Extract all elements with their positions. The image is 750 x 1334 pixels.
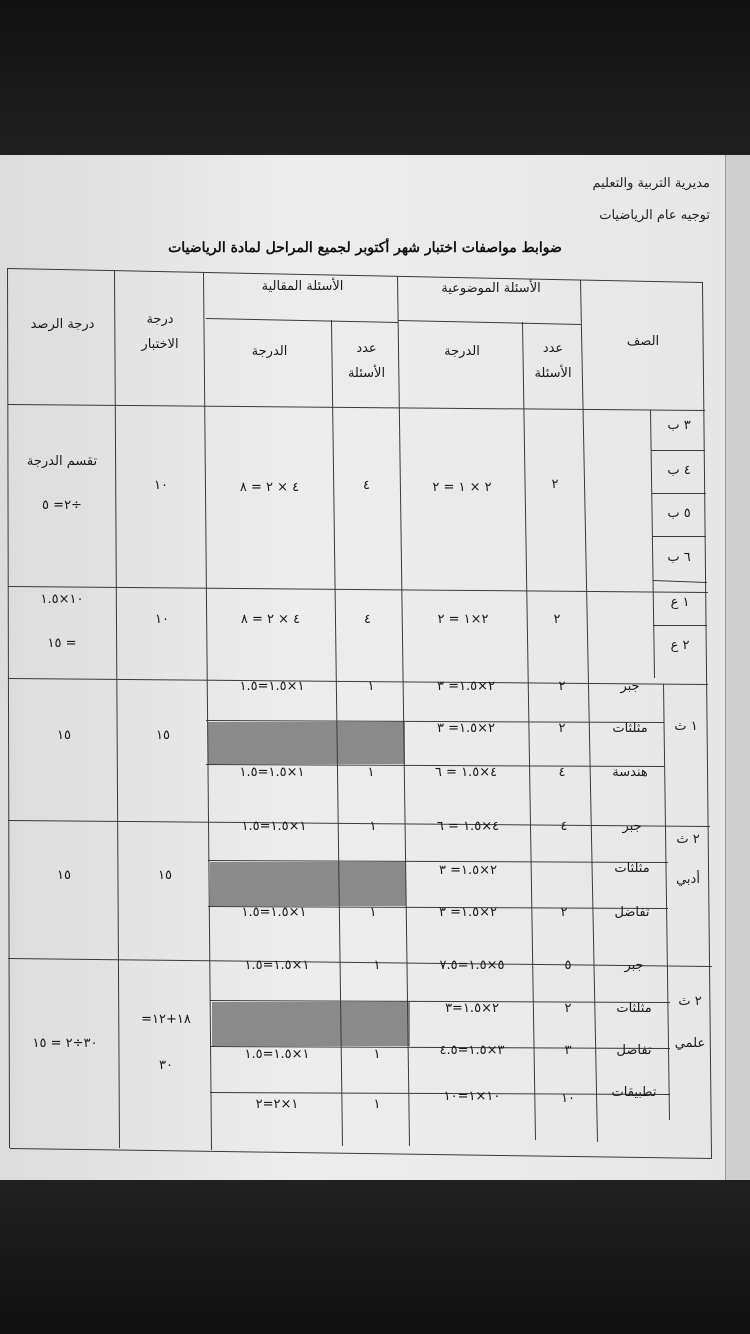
record-score: ÷٢= ٥: [42, 497, 82, 513]
grade-label: ٤ ب: [667, 462, 691, 478]
obj-count: ١٠: [561, 1090, 575, 1106]
obj-score: ٢ × ١ = ٢: [432, 479, 492, 495]
grade-label: ٢ ث: [676, 831, 700, 847]
obj-score: ٢×١.٥=٣: [445, 1000, 499, 1016]
header-ess-score: الدرجة: [251, 343, 288, 359]
page-title: ضوابط مواصفات اختبار شهر أكتوبر لجميع المراحل لمادة الرياضيات: [168, 240, 562, 256]
ess-count: ١: [369, 818, 377, 834]
subject-label: مثلثات: [612, 720, 648, 736]
record-score: = ١٥: [47, 635, 77, 651]
exam-score: ١٥: [158, 867, 172, 883]
grade-label: ١ ع: [670, 594, 690, 610]
record-score: تقسم الدرجة: [26, 453, 98, 469]
top-dark-bar: [0, 0, 750, 155]
obj-count: ٤: [558, 764, 566, 780]
obj-count: ٢: [564, 1000, 572, 1016]
obj-score: ١٠×١=١٠: [443, 1088, 501, 1104]
ess-score: ١×١.٥=١.٥: [244, 1046, 310, 1062]
grade-label: ٢ ع: [670, 637, 690, 653]
exam-score: ١٠: [154, 477, 168, 493]
subject-label: هندسة: [612, 764, 648, 780]
header-essay: الأسئلة المقالية: [261, 278, 344, 294]
obj-count: ٤: [560, 818, 568, 834]
record-score: ١٠×١.٥: [40, 591, 84, 607]
subject-label: تفاضل: [614, 904, 650, 920]
ess-count: ١: [367, 678, 375, 694]
ess-count: ٤: [364, 611, 371, 627]
obj-score: ٢×١.٥= ٣: [439, 904, 498, 920]
obj-score: ٢×١ = ٢: [437, 611, 489, 627]
obj-score: ٤×١.٥ = ٦: [436, 818, 500, 834]
ess-score: ١×١.٥=١.٥: [239, 678, 305, 694]
subject-label: مثلثات: [616, 1000, 652, 1016]
grade-label: علمي: [674, 1035, 706, 1051]
header-obj-count: عدد الأسئلة: [534, 341, 572, 381]
exam-score: ١٥: [156, 727, 170, 743]
ess-count: ١: [367, 764, 375, 780]
subject-label: تطبيقات: [611, 1084, 657, 1100]
obj-count: ٢: [558, 678, 566, 694]
record-score: ١٥: [57, 727, 71, 743]
ess-score: ١×١.٥=١.٥: [241, 818, 307, 834]
obj-score: ٢×١.٥= ٣: [437, 720, 496, 736]
grade-label: ٥ ب: [667, 505, 691, 521]
subject-label: جبر: [624, 957, 644, 973]
grade-label: أدبي: [676, 871, 700, 887]
obj-count: ٥: [564, 957, 572, 973]
subject-label: تفاضل: [616, 1042, 652, 1058]
subject-label: جبر: [622, 818, 642, 834]
supervision-label: توجيه عام الرياضيات: [599, 208, 710, 223]
obj-score: ٢×١.٥= ٣: [439, 862, 498, 878]
obj-score: ٤×١.٥ = ٦: [434, 764, 498, 780]
grade-label: ٦ ب: [667, 549, 691, 565]
ess-score: ٤ × ٢ = ٨: [239, 479, 300, 495]
subject-label: جبر: [620, 678, 640, 694]
obj-score: ٥×١.٥=٧.٥: [439, 957, 505, 973]
header-ess-count: عدد الأسئلة: [347, 341, 386, 381]
ess-count: ١: [373, 1046, 381, 1062]
obj-count: ٢: [553, 611, 561, 627]
bottom-dark-bar: [0, 1180, 750, 1334]
exam-score: ١٨+١٢=: [141, 1011, 191, 1027]
ess-count: ١: [373, 957, 381, 973]
header-grade: الصف: [626, 333, 660, 349]
header-obj-score: الدرجة: [444, 343, 480, 359]
obj-count: ٢: [560, 904, 568, 920]
record-score: ٣٠÷٢ = ١٥: [32, 1035, 98, 1051]
ess-count: ١: [369, 904, 377, 920]
record-score: ١٥: [57, 867, 71, 883]
ess-score: ١×١.٥=١.٥: [241, 904, 307, 920]
grade-label: ٣ ب: [667, 417, 691, 433]
header-objective: الأسئلة الموضوعية: [441, 280, 541, 296]
obj-count: ٢: [558, 720, 566, 736]
subject-label: مثلثات: [614, 860, 650, 876]
ess-score: ١×١.٥=١.٥: [244, 957, 310, 973]
exam-score: ٣٠: [159, 1057, 173, 1073]
ess-score: ٤ × ٢ = ٨: [240, 611, 301, 627]
obj-count: ٢: [551, 476, 559, 492]
grade-label: ١ ث: [674, 718, 698, 734]
ess-count: ٤: [363, 477, 370, 493]
ess-count: ١: [373, 1096, 381, 1112]
obj-score: ٢×١.٥= ٣: [437, 678, 496, 694]
exam-score: ١٠: [155, 611, 169, 627]
obj-count: ٣: [564, 1042, 572, 1058]
header-record-score: درجة الرصد: [30, 316, 95, 332]
header-exam-score: درجة الاختبار: [141, 312, 179, 352]
grade-label: ٢ ث: [678, 993, 702, 1009]
ess-score: ١×٢=٢: [255, 1096, 299, 1112]
next-page-edge: [725, 155, 750, 1180]
obj-score: ٣×١.٥=٤.٥: [439, 1042, 505, 1058]
directorate-label: مديرية التربية والتعليم: [592, 176, 710, 191]
ess-score: ١×١.٥=١.٥: [239, 764, 305, 780]
